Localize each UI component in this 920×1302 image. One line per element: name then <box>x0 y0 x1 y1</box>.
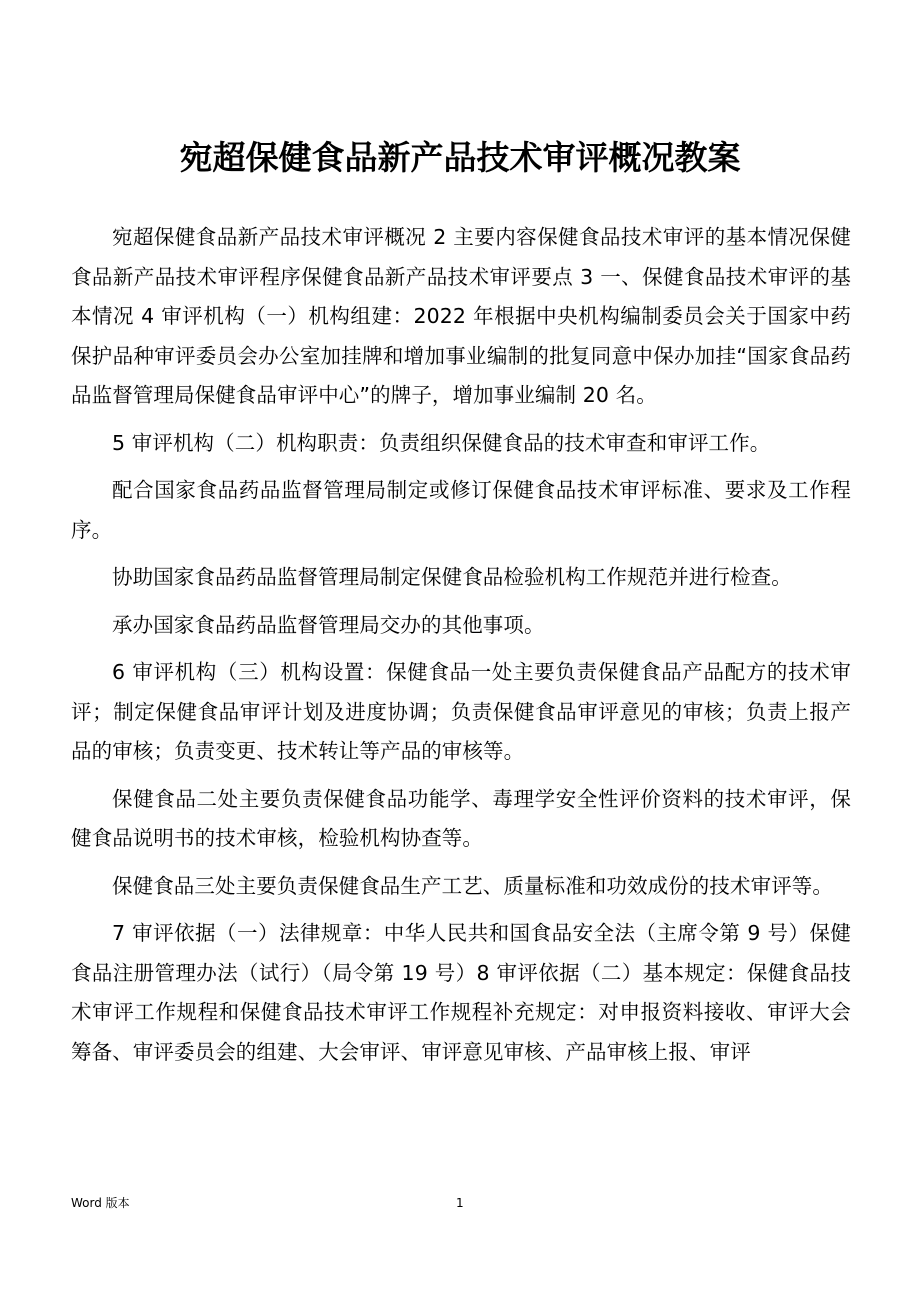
document-title: 宛超保健食品新产品技术审评概况教案 <box>179 138 741 177</box>
body-paragraph: 协助国家食品药品监督管理局制定保健食品检验机构工作规范并进行检查。 <box>112 565 792 589</box>
body-paragraph: 配合国家食品药品监督管理局制定或修订保健食品技术审评标准、要求及工作程序。 <box>71 478 851 542</box>
document-body <box>71 218 851 1080</box>
footer-label: Word 版本 <box>71 1196 130 1210</box>
page-number: 1 <box>456 1196 464 1210</box>
body-paragraph: 宛超保健食品新产品技术审评概况 2 主要内容保健食品技术审评的基本情况保健食品新产品技术审评程序保健食品新产品技术审评要点 3 一、保健食品技术审评的基本情况 4 审评机构（一）机构组建：2022 年根据中央机构编制委员会关于国家中药保护品种审评委员会办公室加挂牌和增加事业编制的批复同意中保办加挂“国家食品药品监督管理局保健食品审评中心”的牌子，增加事业编制 20 名。 <box>71 225 851 407</box>
body-paragraph: 保健食品三处主要负责保健食品生产工艺、质量标准和功效成份的技术审评等。 <box>112 873 833 898</box>
body-paragraph: 6 审评机构（三）机构设置：保健食品一处主要负责保健食品产品配方的技术审评；制定保健食品审评计划及进度协调；负责保健食品审评意见的审核；负责上报产品的审核；负责变更、技术转让等产品的审核等。 <box>71 660 851 763</box>
body-paragraph: 保健食品二处主要负责保健食品功能学、毒理学安全性评价资料的技术审评，保健食品说明书的技术审核，检验机构协查等。 <box>71 786 851 850</box>
body-paragraph: 5 审评机构（二）机构职责：负责组织保健食品的技术审查和审评工作。 <box>112 430 771 455</box>
body-paragraph: 7 审评依据（一）法律规章：中华人民共和国食品安全法（主席令第 9 号）保健食品注册管理办法（试行）（局令第 19 号）8 审评依据（二）基本规定：保健食品技术审评工作规程和保健食品技术审评工作规程补充规定：对申报资料接收、审评大会筹备、审评委员会的组建、大会审评、审评意见审核、产品审核上报、审评 <box>71 921 851 1064</box>
page-footer <box>71 1193 851 1213</box>
body-paragraph: 承办国家食品药品监督管理局交办的其他事项。 <box>112 612 545 637</box>
